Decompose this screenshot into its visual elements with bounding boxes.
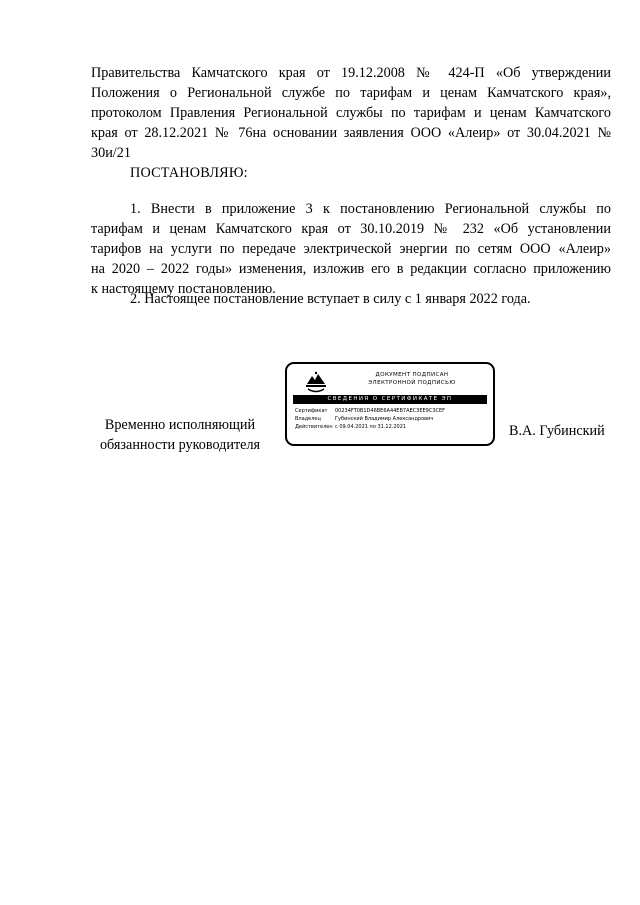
stamp-row-certificate: [295, 408, 445, 415]
stamp-row-owner: [295, 416, 433, 423]
valid-label: Действителен: [295, 424, 333, 430]
intro-line: края от 28.12.2021 № 76на основании заявления ООО «Алеир» от 30.04.2021 №: [91, 125, 611, 141]
intro-line: протоколом Правления Региональной службы по тарифам и ценам Камчатского: [91, 105, 611, 121]
position-line-2: обязанности руководителя: [99, 437, 261, 453]
item-1-line: тарифам и ценам Камчатского края от 30.10.2019 № 232 «Об установлении: [91, 221, 611, 237]
stamp-header-line-2: ЭЛЕКТРОННОЙ ПОДПИСЬЮ: [368, 380, 456, 386]
owner-label: Владелец: [295, 416, 321, 422]
item-2-line: 2. Настоящее постановление вступает в силу с 1 января 2022 года.: [130, 291, 531, 307]
item-1-line: тарифов на услуги по передаче электрической энергии по сетям ООО «Алеир»: [91, 241, 611, 257]
item-1-line: к настоящему постановлению.: [91, 281, 276, 297]
owner-value: Губинский Владимир Александрович: [335, 416, 434, 422]
intro-paragraph: [91, 63, 611, 163]
item-1-line: 1. Внести в приложение 3 к постановлению Региональной службы по: [130, 201, 611, 217]
stamp-certificate-bar: СВЕДЕНИЯ О СЕРТИФИКАТЕ ЭП: [293, 395, 487, 404]
signatory-name: В.А. Губинский: [509, 423, 605, 439]
kamchatka-emblem-icon: [305, 370, 327, 394]
electronic-signature-stamp: [285, 362, 495, 446]
cert-value: 00234FT0B1D46BE6A44EB7AEC3EE9C3CEF: [335, 408, 446, 414]
item-2-paragraph: [91, 289, 611, 309]
item-1-line: на 2020 – 2022 годы» изменения, изложив его в редакции согласно приложению: [91, 261, 611, 277]
resolve-title: ПОСТАНОВЛЯЮ:: [130, 165, 248, 181]
intro-line: Положения о Региональной службе по тарифам и ценам Камчатского края»,: [91, 85, 611, 101]
intro-line: 30и/21: [91, 145, 131, 161]
signatory-position: [92, 415, 268, 455]
stamp-header-line-1: ДОКУМЕНТ ПОДПИСАН: [375, 372, 449, 378]
intro-line: Правительства Камчатского края от 19.12.2008 № 424-П «Об утверждении: [91, 65, 611, 81]
item-1-paragraph: [91, 199, 611, 299]
stamp-row-validity: [295, 424, 406, 431]
valid-value: с 09.04.2021 по 31.12.2021: [335, 424, 407, 430]
stamp-header: [347, 371, 477, 387]
cert-label: Сертификат: [295, 408, 328, 414]
position-line-1: Временно исполняющий: [104, 417, 256, 433]
